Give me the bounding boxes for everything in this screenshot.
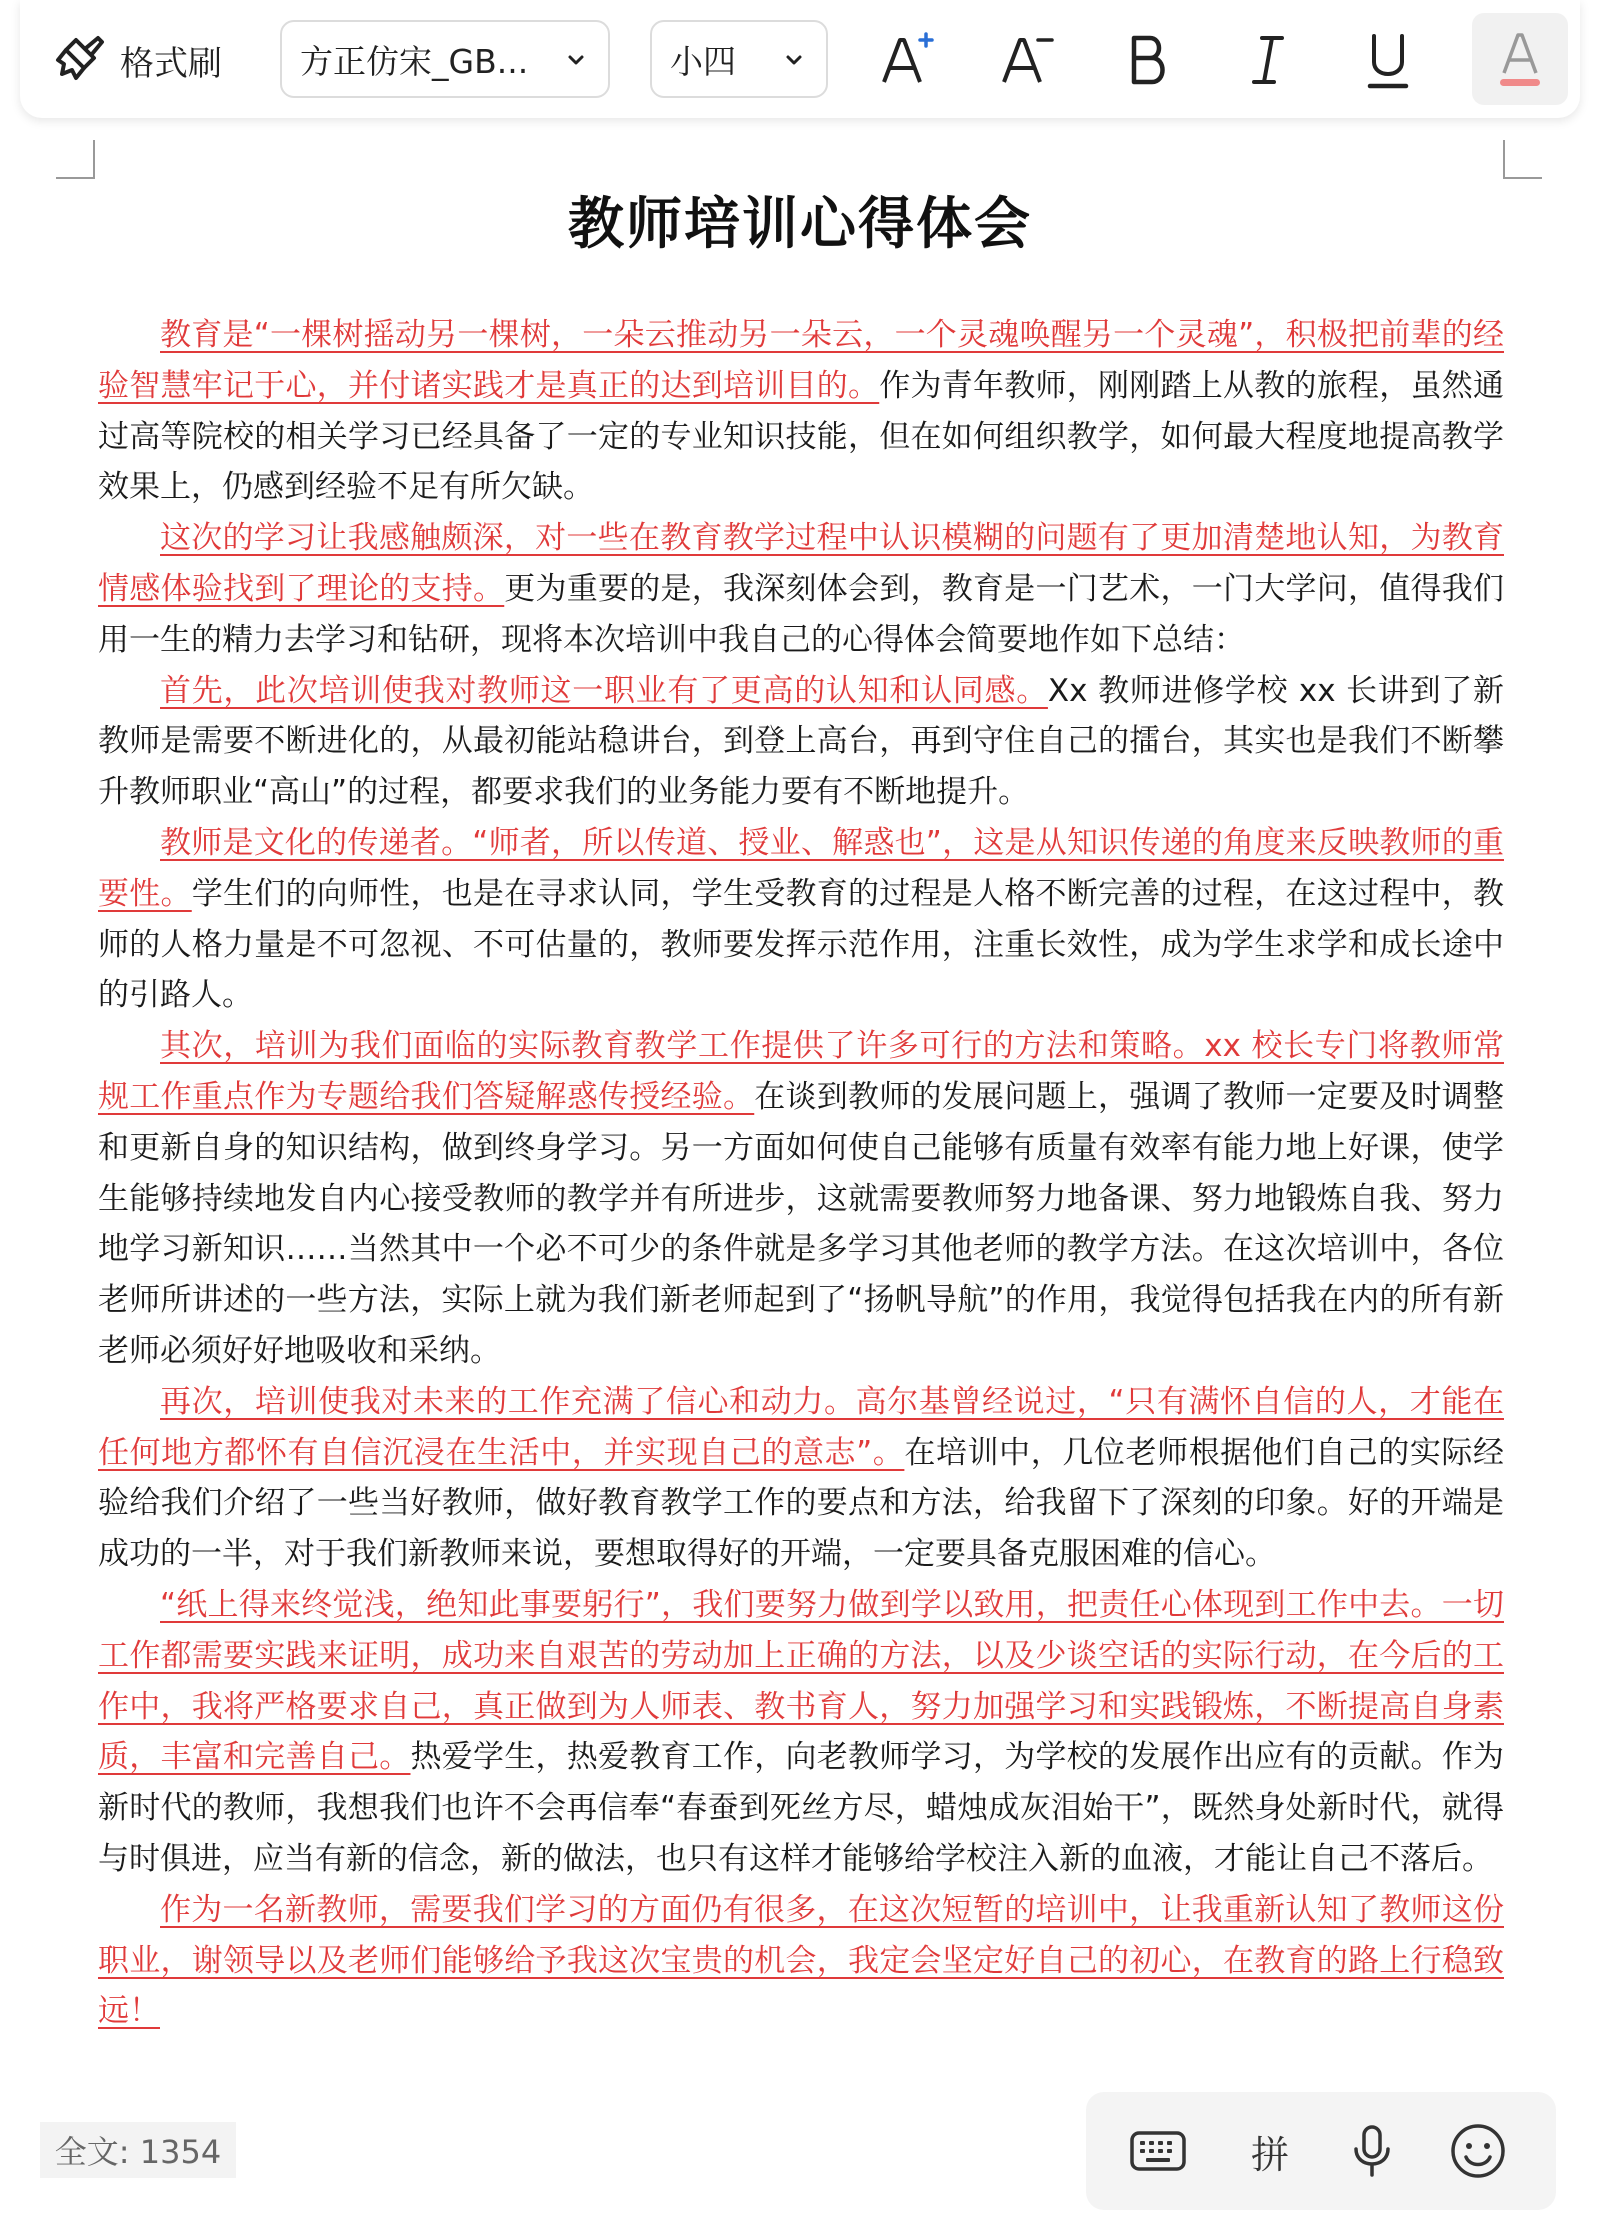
underline-icon — [1358, 30, 1418, 90]
highlighted-text: 教师是文化的传递者。“师者，所以传道、授业、解惑也”，这是从知识传递的角度来反映教师的重要性。 — [98, 824, 1504, 912]
italic-button[interactable] — [1230, 22, 1306, 98]
body-text: 在谈到教师的发展问题上，强调了教师一定要及时调整和更新自身的知识结构，做到终身学习。另一方面如何使自己能够有质量有效率有能力地上好课，使学生能够持续地发自内心接受教师的教学并有所进步，这就需要教师努力地备课、努力地锻炼自我、努力地学习新知识……当然其中一个必不可少的条件就是多学习其他老师的教学方法。在这次培训中，各位老师所讲述的一些方法，实际上就为我们新老师起到了“扬帆导航”的作用，我觉得包括我在内的所有新老师必须好好地吸收和采纳。 — [98, 1078, 1504, 1369]
document-paragraph[interactable] — [98, 310, 1504, 513]
document-paragraph[interactable] — [98, 1580, 1504, 1885]
body-text: 作为青年教师，刚刚踏上从教的旅程，虽然通过高等院校的相关学习已经具备了一定的专业知识技能，但在如何组织教学，如何最大程度地提高教学效果上，仍感到经验不足有所欠缺。 — [98, 367, 1504, 506]
font-size-value: 小四 — [670, 41, 736, 81]
keyboard-icon — [1128, 2121, 1188, 2181]
formatting-toolbar — [20, 0, 1580, 118]
document-paragraph[interactable] — [98, 666, 1504, 818]
font-family-value: 方正仿宋_GB... — [300, 41, 529, 81]
chevron-down-icon — [780, 46, 808, 74]
page-corner-mark — [56, 140, 96, 180]
body-text: 热爱学生，热爱教育工作，向老教师学习，为学校的发展作出应有的贡献。作为新时代的教师，我想我们也许不会再信奉“春蚕到死丝方尽，蜡烛成灰泪始干”，既然身处新时代，就得与时俱进，应当有新的信念，新的做法，也只有这样才能够给学校注入新的血液，才能让自己不落后。 — [98, 1739, 1504, 1877]
page-corner-mark — [1502, 140, 1542, 180]
emoji-button[interactable] — [1446, 2119, 1510, 2183]
decrease-font-button[interactable] — [988, 22, 1064, 98]
highlighted-text: 教育是“一棵树摇动另一棵树，一朵云推动另一朵云，一个灵魂唤醒另一个灵魂”，积极把前辈的经验智慧牢记于心，并付诸实践才是真正的达到培训目的。 — [98, 317, 1504, 404]
highlighted-text: 再次，培训使我对未来的工作充满了信心和动力。高尔基曾经说过，“只有满怀自信的人，才能在任何地方都怀有自信沉浸在生活中，并实现自己的意志”。 — [98, 1383, 1504, 1471]
font-decrease-icon — [996, 30, 1056, 90]
word-count: 全文: 1354 — [40, 2122, 236, 2178]
document-paragraph[interactable] — [98, 513, 1504, 665]
font-color-icon — [1490, 29, 1550, 89]
input-method-bar — [1086, 2092, 1556, 2210]
increase-font-button[interactable] — [868, 22, 944, 98]
font-size-select[interactable] — [650, 20, 828, 98]
font-family-select[interactable] — [280, 20, 610, 98]
highlighted-text: 这次的学习让我感触颇深，对一些在教育教学过程中认识模糊的问题有了更加清楚地认知，为教育情感体验找到了理论的支持。 — [98, 520, 1504, 607]
font-increase-icon — [876, 30, 936, 90]
pinyin-button[interactable] — [1238, 2119, 1302, 2183]
document-paragraph[interactable] — [98, 1021, 1504, 1377]
chevron-down-icon — [562, 46, 590, 74]
bold-icon — [1118, 30, 1178, 90]
format-brush-icon — [54, 34, 106, 86]
pinyin-label: 拼 — [1250, 2132, 1289, 2177]
body-text: 更为重要的是，我深刻体会到，教育是一门艺术，一门大学问，值得我们用一生的精力去学习和钻研，现将本次培训中我自己的心得体会简要地作如下总结： — [98, 570, 1504, 658]
microphone-icon — [1342, 2121, 1402, 2181]
format-brush-label: 格式刷 — [120, 43, 222, 84]
highlighted-text: 首先，此次培训使我对教师这一职业有了更高的认知和认同感。 — [160, 672, 1048, 709]
document-title: 教师培训心得体会 — [568, 191, 1032, 257]
highlighted-text: “纸上得来终觉浅，绝知此事要躬行”，我们要努力做到学以致用，把责任心体现到工作中去。一切工作都需要实践来证明，成功来自艰苦的劳动加上正确的方法，以及少谈空话的实际行动，在今后的工作中，我将严格要求自己，真正做到为人师表、教书育人，努力加强学习和实践锻炼，不断提高自身素质，丰富和完善自己。 — [98, 1586, 1504, 1776]
document-paragraph[interactable] — [98, 818, 1504, 1021]
document-body[interactable] — [98, 310, 1504, 2037]
body-text: 在培训中，几位老师根据他们自己的实际经验给我们介绍了一些当好教师，做好教育教学工作的要点和方法，给我留下了深刻的印象。好的开端是成功的一半，对于我们新教师来说，要想取得好的开端，一定要具备克服困难的信心。 — [98, 1434, 1504, 1573]
document-paragraph[interactable] — [98, 1885, 1504, 2037]
underline-button[interactable] — [1350, 22, 1426, 98]
font-color-button[interactable] — [1472, 13, 1568, 105]
body-text: 学生们的向师性，也是在寻求认同，学生受教育的过程是人格不断完善的过程，在这过程中，教师的人格力量是不可忽视、不可估量的，教师要发挥示范作用，注重长效性，成为学生求学和成长途中的引路人。 — [98, 875, 1504, 1014]
italic-icon — [1238, 30, 1298, 90]
highlighted-text: 作为一名新教师，需要我们学习的方面仍有很多，在这次短暂的培训中，让我重新认知了教师这份职业，谢领导以及老师们能够给予我这次宝贵的机会，我定会坚定好自己的初心，在教育的路上行稳致远！ — [98, 1891, 1504, 2030]
microphone-button[interactable] — [1340, 2119, 1404, 2183]
keyboard-button[interactable] — [1126, 2119, 1190, 2183]
document-paragraph[interactable] — [98, 1377, 1504, 1580]
highlighted-text: 其次，培训为我们面临的实际教育教学工作提供了许多可行的方法和策略。xx 校长专门将教师常规工作重点作为专题给我们答疑解惑传授经验。 — [98, 1028, 1504, 1115]
format-brush-button[interactable] — [54, 30, 222, 90]
body-text: Xx 教师进修学校 xx 长讲到了新教师是需要不断进化的，从最初能站稳讲台，到登上高台，再到守住自己的擂台，其实也是我们不断攀升教师职业“高山”的过程，都要求我们的业务能力要有不断地提升。 — [98, 672, 1505, 811]
emoji-icon — [1448, 2121, 1508, 2181]
bold-button[interactable] — [1110, 22, 1186, 98]
